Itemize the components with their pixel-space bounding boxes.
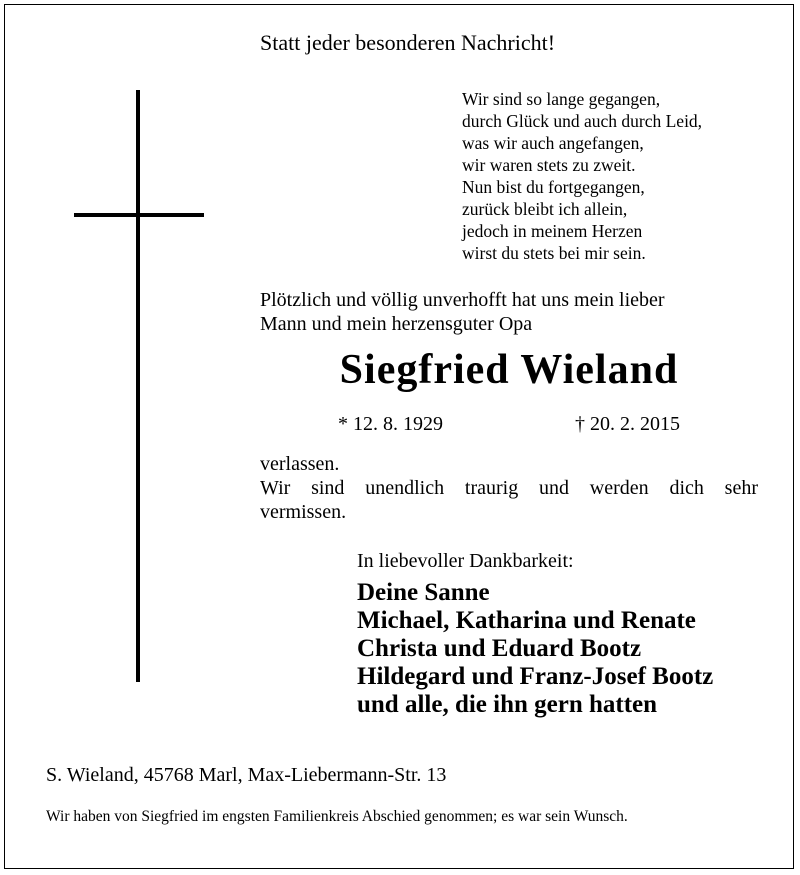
- poem-line: wir waren stets zu zweit.: [462, 155, 636, 175]
- cross-vertical-bar: [136, 90, 140, 682]
- family-member: Deine Sanne: [357, 579, 490, 606]
- poem-line: jedoch in meinem Herzen: [462, 221, 643, 241]
- thanks-label: In liebevoller Dankbarkeit:: [357, 550, 574, 572]
- cross-horizontal-bar: [74, 213, 204, 217]
- family-member: und alle, die ihn gern hatten: [357, 691, 658, 718]
- poem-line: was wir auch angefangen,: [462, 133, 644, 153]
- message-line: vermissen.: [260, 501, 347, 523]
- family-member: Christa und Eduard Bootz: [357, 635, 642, 662]
- intro-line: Mann und mein herzensguter Opa: [260, 313, 533, 335]
- family-list: [357, 579, 713, 719]
- poem: [462, 88, 702, 264]
- family-member: Michael, Katharina und Renate: [357, 607, 696, 634]
- deceased-name: Siegfried Wieland: [339, 347, 679, 393]
- poem-line: zurück bleibt ich allein,: [462, 199, 628, 219]
- poem-line: Wir sind so lange gegangen,: [462, 89, 661, 109]
- address: S. Wieland, 45768 Marl, Max-Liebermann-Str. 13: [46, 764, 447, 786]
- farewell-note: Wir haben von Siegfried im engsten Familienkreis Abschied genommen; es war sein Wunsch.: [46, 808, 628, 825]
- poem-line: durch Glück und auch durch Leid,: [462, 111, 703, 131]
- poem-line: wirst du stets bei mir sein.: [462, 243, 646, 263]
- headline: Statt jeder besonderen Nachricht!: [260, 30, 556, 55]
- family-member: Hildegard und Franz-Josef Bootz: [357, 663, 714, 690]
- message-line: Wir sind unendlich traurig und werden dich sehr: [260, 477, 758, 499]
- message-line: verlassen.: [260, 453, 340, 475]
- message-text: [260, 452, 758, 524]
- poem-line: Nun bist du fortgegangen,: [462, 177, 645, 197]
- death-date: † 20. 2. 2015: [575, 413, 680, 435]
- intro-line: Plötzlich und völlig unverhofft hat uns mein lieber: [260, 289, 665, 311]
- intro-text: [260, 288, 758, 336]
- birth-date: * 12. 8. 1929: [338, 413, 443, 435]
